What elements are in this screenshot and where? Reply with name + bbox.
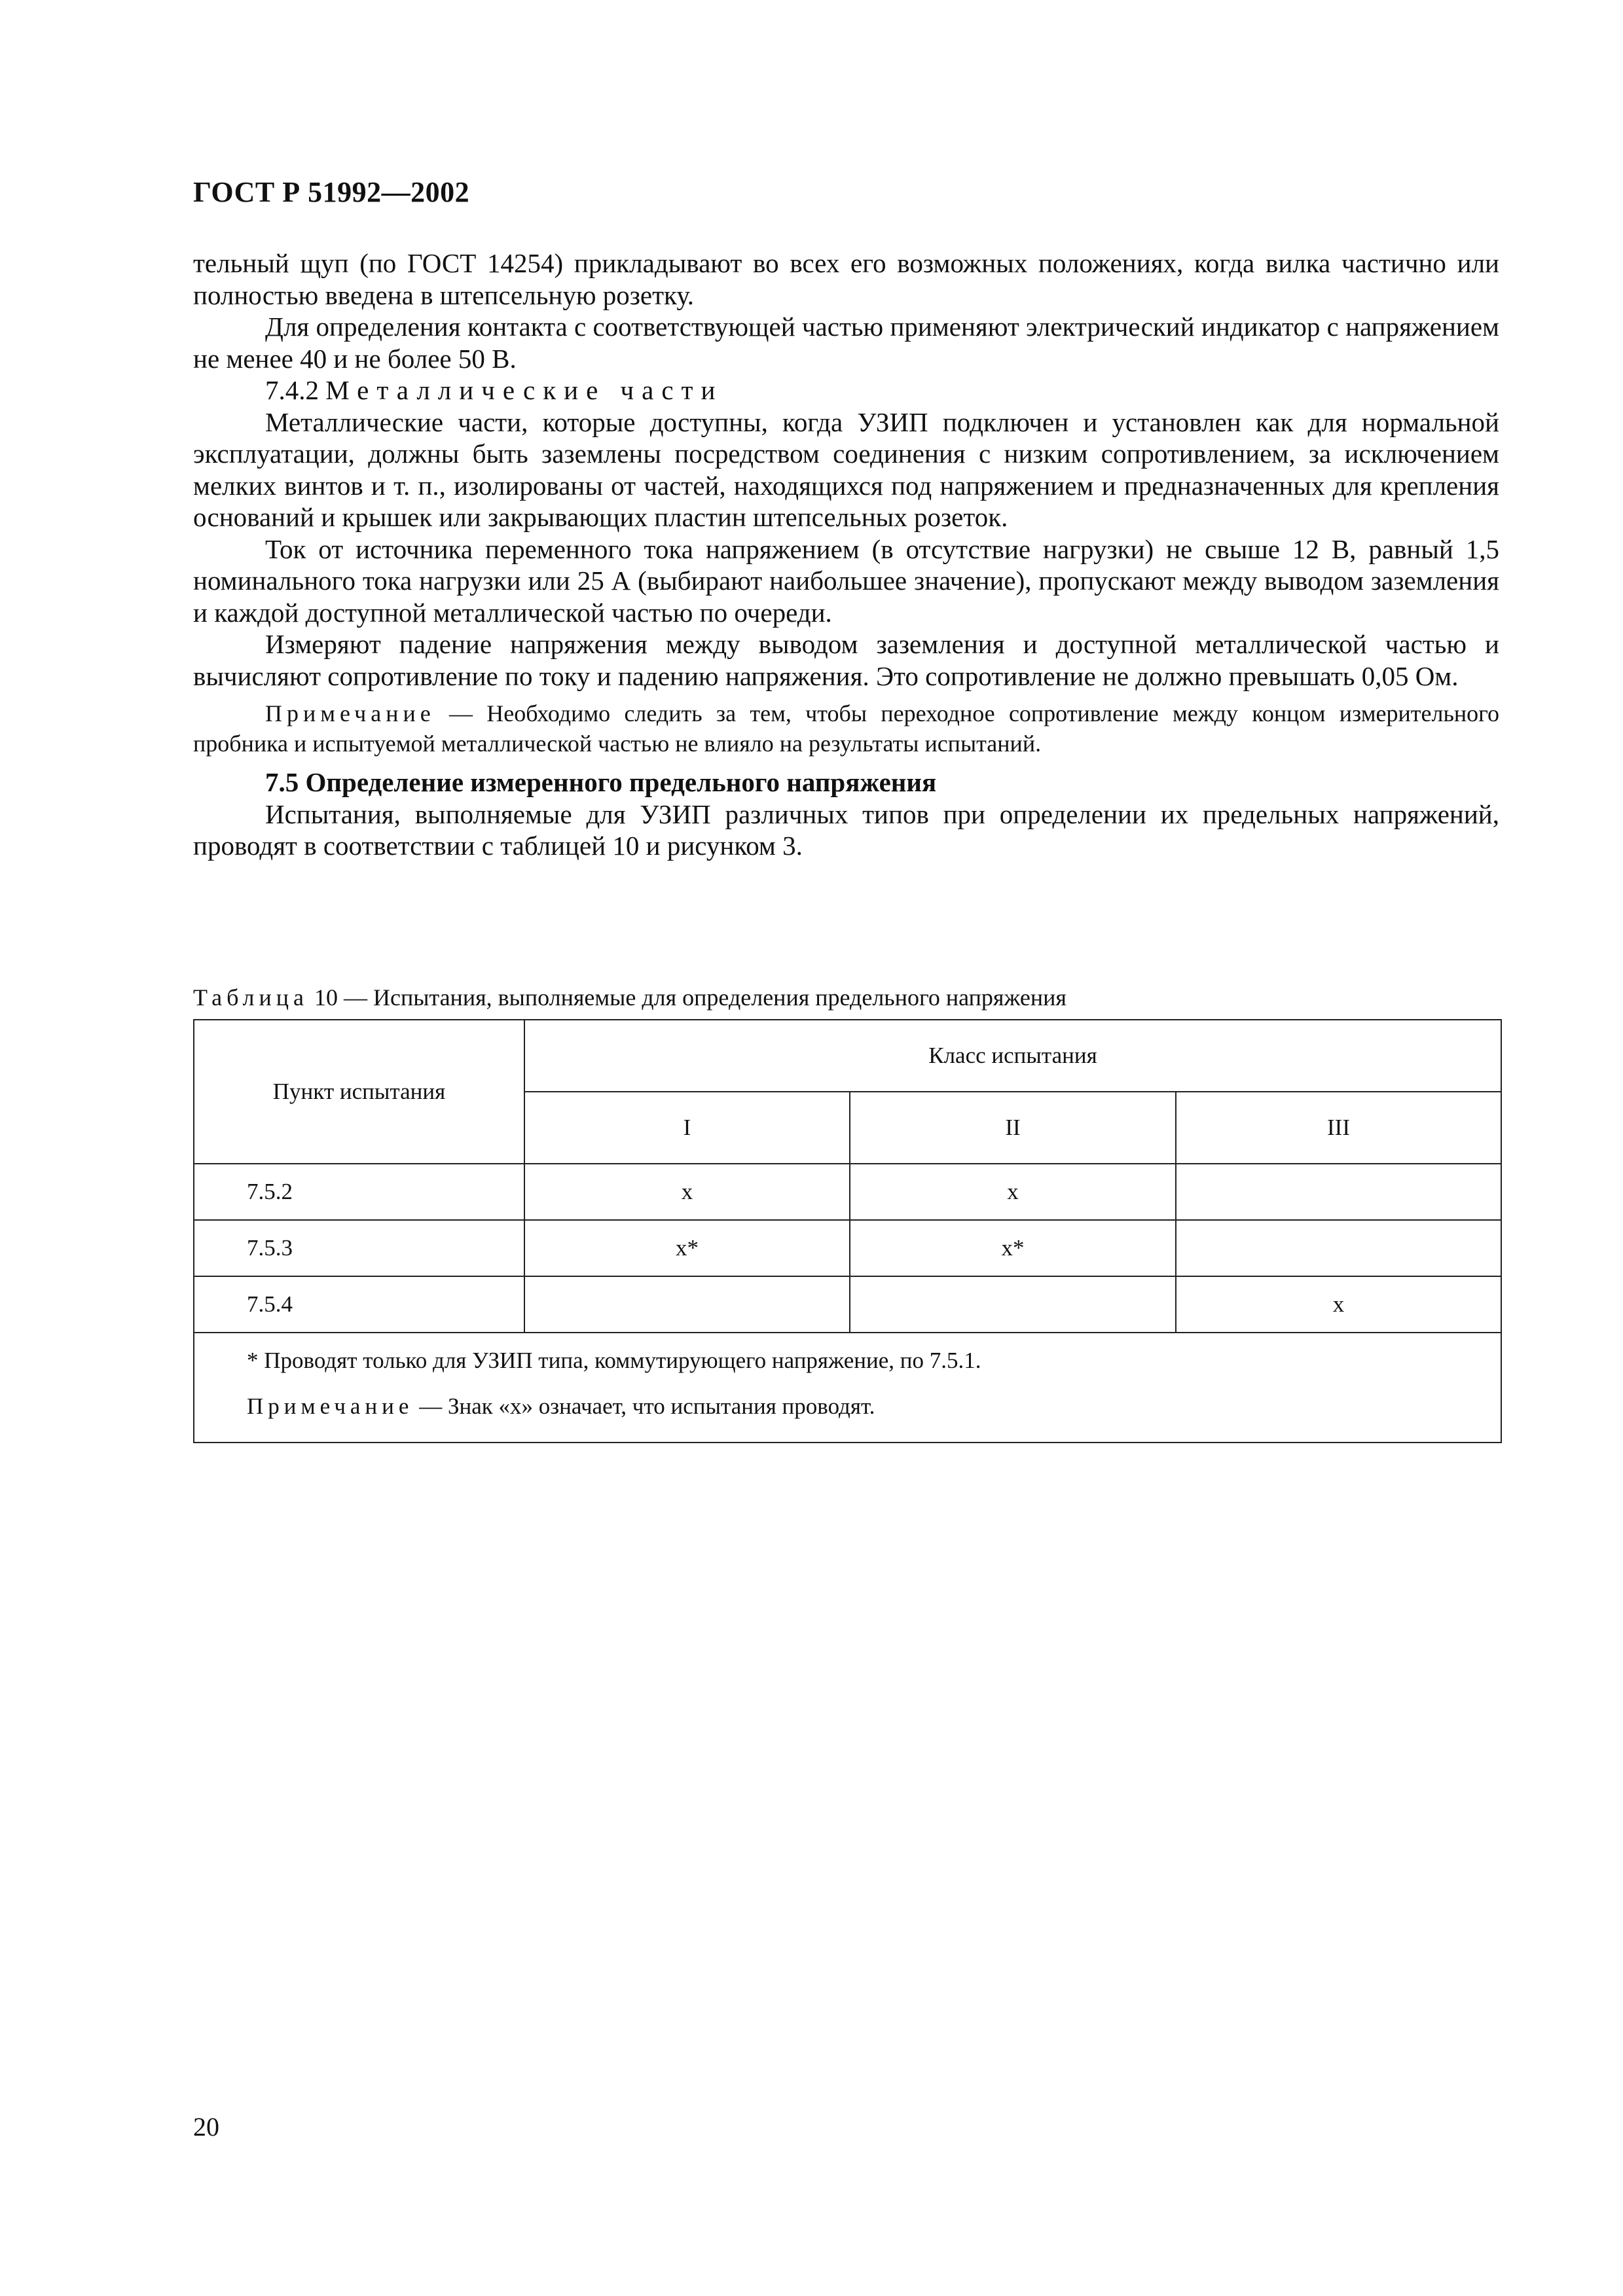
table-caption-label: Таблица	[193, 984, 308, 1011]
table-note	[247, 1393, 1501, 1420]
col-header-class-2: II	[850, 1092, 1176, 1164]
body-text	[193, 247, 1499, 862]
table-footnote: * Проводят только для УЗИП типа, коммутирующего напряжение, по 7.5.1.	[247, 1348, 981, 1373]
col-header-item: Пункт испытания	[194, 1020, 524, 1164]
table-row	[194, 1220, 1501, 1276]
table-row	[194, 1276, 1501, 1333]
paragraph-indicator: Для определения контакта с соответствующей частью применяют электрический индикатор с напряжением не менее 40 и не более 50 В.	[193, 312, 1499, 374]
cell-class-1: x	[524, 1164, 850, 1220]
paragraph-metal-parts: Металлические части, которые доступны, когда УЗИП подключен и установлен как для нормальной эксплуатации, должны быть заземлены посредством соединения с низким сопротивлением, за исключением мелких винтов и т. п., изолированы от частей, находящихся под напряжением и предназначенных для крепления оснований и крышек или закрывающих пластин штепсельных розеток.	[193, 406, 1499, 532]
section-title: 7.5 Определение измеренного предельного напряжения	[265, 767, 937, 797]
cell-class-2	[850, 1276, 1176, 1333]
subsection-title: Металлические части	[325, 375, 723, 405]
cell-class-1: x*	[524, 1220, 850, 1276]
note-text: — Необходимо следить за тем, чтобы переходное сопротивление между концом измерительного пробника и испытуемой металлической частью не влияло на результаты испытаний.	[193, 700, 1499, 757]
cell-item: 7.5.3	[194, 1220, 524, 1276]
col-header-class-3: III	[1176, 1092, 1501, 1164]
col-header-class: Класс испытания	[524, 1020, 1501, 1092]
note	[193, 698, 1499, 759]
cell-class-2: x*	[850, 1220, 1176, 1276]
paragraph-tests: Испытания, выполняемые для УЗИП различных типов при определении их предельных напряжений, проводят в соответствии с таблицей 10 и рисунком 3.	[193, 798, 1499, 861]
cell-class-3: x	[1176, 1276, 1501, 1333]
cell-item: 7.5.4	[194, 1276, 524, 1333]
cell-class-3	[1176, 1220, 1501, 1276]
cell-class-2: x	[850, 1164, 1176, 1220]
table-caption-text: 10 — Испытания, выполняемые для определения предельного напряжения	[308, 984, 1067, 1011]
note-label: Примечание	[265, 700, 435, 726]
table-row	[194, 1164, 1501, 1220]
cell-class-1	[524, 1276, 850, 1333]
table-footer	[194, 1333, 1501, 1443]
col-header-class-1: I	[524, 1092, 850, 1164]
table-note-text: — Знак «х» означает, что испытания проводят.	[413, 1393, 875, 1419]
page-number: 20	[193, 2112, 219, 2142]
paragraph-voltage-drop: Измеряют падение напряжения между выводом заземления и доступной металлической частью и вычисляют сопротивление по току и падению напряжения. Это сопротивление не должно превышать 0,05 Ом.	[193, 629, 1499, 691]
subsection-heading	[193, 374, 1499, 406]
document-header: ГОСТ Р 51992—2002	[193, 176, 470, 208]
table-10	[193, 1019, 1502, 1443]
paragraph-continued: тельный щуп (по ГОСТ 14254) прикладывают во всех его возможных положениях, когда вилка частично или полностью введена в штепсельную розетку.	[193, 248, 1499, 310]
table-note-label: Примечание	[247, 1393, 414, 1419]
cell-item: 7.5.2	[194, 1164, 524, 1220]
subsection-number: 7.4.2	[265, 375, 319, 405]
cell-class-3	[1176, 1164, 1501, 1220]
paragraph-current: Ток от источника переменного тока напряжением (в отсутствие нагрузки) не свыше 12 В, равный 1,5 номинального тока нагрузки или 25 А (выбирают наибольшее значение), пропускают между выводом заземления и каждой доступной металлической частью по очереди.	[193, 533, 1499, 628]
table-caption	[193, 984, 1067, 1011]
